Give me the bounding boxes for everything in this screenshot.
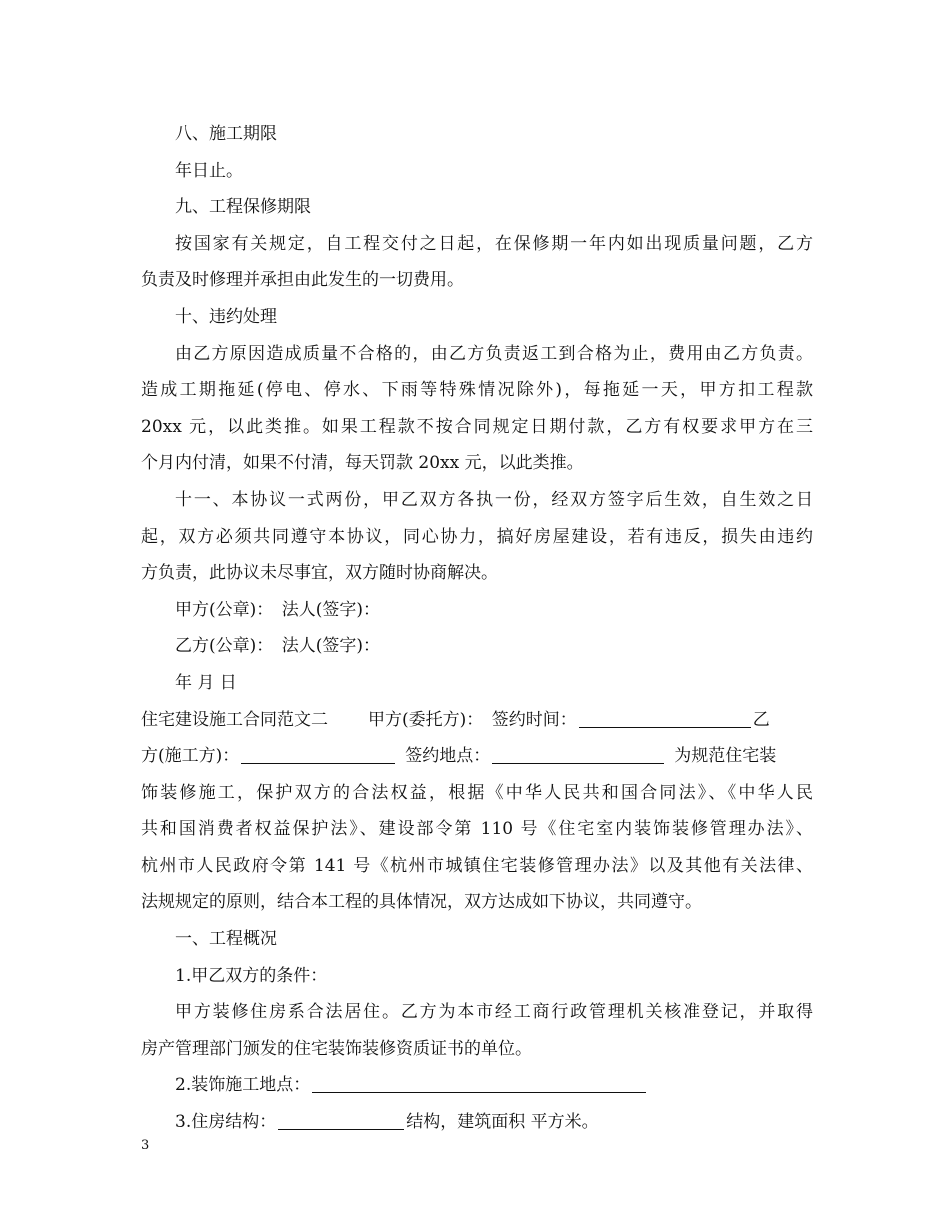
- contract-header-line: [141, 738, 813, 775]
- paragraph-text: 为规范住宅装: [674, 746, 777, 767]
- section-heading-breach-handling: 十、违约处理: [175, 306, 277, 327]
- paragraph-line: 法规规定的原则，结合本工程的具体情况，双方达成如下协议，共同遵守。: [141, 892, 702, 913]
- paragraph-line: 起，双方必须共同遵守本协议，同心协力，搞好房屋建设，若有违反，损失由违约: [141, 526, 813, 547]
- housing-structure-suffix: 结构，建筑面积 平方米。: [406, 1112, 599, 1133]
- paragraph-line: 共和国消费者权益保护法》、建设部令第 110 号《住宅室内装饰装修管理办法》、: [141, 819, 813, 840]
- signature-line-party-a: 甲方(公章)： 法人(签字)：: [175, 599, 381, 620]
- section-heading-warranty-period: 九、工程保修期限: [175, 197, 311, 218]
- party-b-name-blank[interactable]: [241, 746, 395, 764]
- section-heading-construction-period: 八、施工期限: [175, 124, 277, 144]
- signing-place-label: 签约地点：: [405, 746, 491, 767]
- subsection-heading: 1.甲乙双方的条件：: [175, 965, 328, 986]
- party-b-label-end: 方(施工方)：: [141, 746, 240, 767]
- paragraph-line: 杭州市人民政府令第 141 号《杭州市城镇住宅装修管理办法》以及其他有关法律、: [141, 855, 813, 876]
- paragraph-line: 按国家有关规定，自工程交付之日起，在保修期一年内如出现质量问题，乙方: [175, 233, 813, 254]
- paragraph-line: 房产管理部门颁发的住宅装饰装修资质证书的单位。: [141, 1038, 532, 1059]
- construction-location-blank[interactable]: [312, 1075, 646, 1093]
- paragraph-line: 年日止。: [175, 160, 243, 181]
- housing-structure-blank[interactable]: [278, 1112, 404, 1130]
- party-a-label: 甲方(委托方)： 签约时间：: [368, 709, 577, 730]
- contract-title: 住宅建设施工合同范文二: [141, 709, 328, 730]
- contract-header-line: [141, 702, 813, 739]
- signing-place-blank[interactable]: [492, 746, 664, 764]
- construction-location-line: [141, 1067, 813, 1104]
- page-number: 3: [141, 1138, 150, 1153]
- paragraph-line: 方负责，此协议未尽事宜，双方随时协商解决。: [141, 563, 498, 584]
- paragraph-line: 造成工期拖延(停电、停水、下雨等特殊情况除外)，每拖延一天，甲方扣工程款: [141, 380, 813, 401]
- signing-time-blank[interactable]: [579, 710, 751, 728]
- paragraph-line: 甲方装修住房系合法居住。乙方为本市经工商行政管理机关核准登记，并取得: [175, 1002, 813, 1023]
- paragraph-line: 个月内付清，如果不付清，每天罚款 20xx 元，以此类推。: [141, 453, 584, 474]
- housing-structure-label: 3.住房结构：: [175, 1112, 277, 1133]
- date-line: 年 月 日: [175, 672, 237, 693]
- housing-structure-line: [141, 1104, 813, 1141]
- document-body: [141, 116, 813, 1141]
- paragraph-line: 由乙方原因造成质量不合格的，由乙方负责返工到合格为止，费用由乙方负责。: [175, 343, 813, 364]
- signature-line-party-b: 乙方(公章)： 法人(签字)：: [175, 636, 381, 657]
- paragraph-line: 饰装修施工，保护双方的合法权益，根据《中华人民共和国合同法》、《中华人民: [141, 782, 813, 803]
- section-heading-project-overview: 一、工程概况: [175, 929, 277, 950]
- paragraph-line: 十一、本协议一式两份，甲乙双方各执一份，经双方签字后生效，自生效之日: [175, 489, 813, 510]
- construction-location-label: 2.装饰施工地点：: [175, 1075, 311, 1096]
- paragraph-line: 负责及时修理并承担由此发生的一切费用。: [141, 270, 464, 291]
- party-b-label-start: 乙: [752, 709, 770, 730]
- paragraph-line: 20xx 元，以此类推。如果工程款不按合同规定日期付款，乙方有权要求甲方在三: [141, 416, 813, 437]
